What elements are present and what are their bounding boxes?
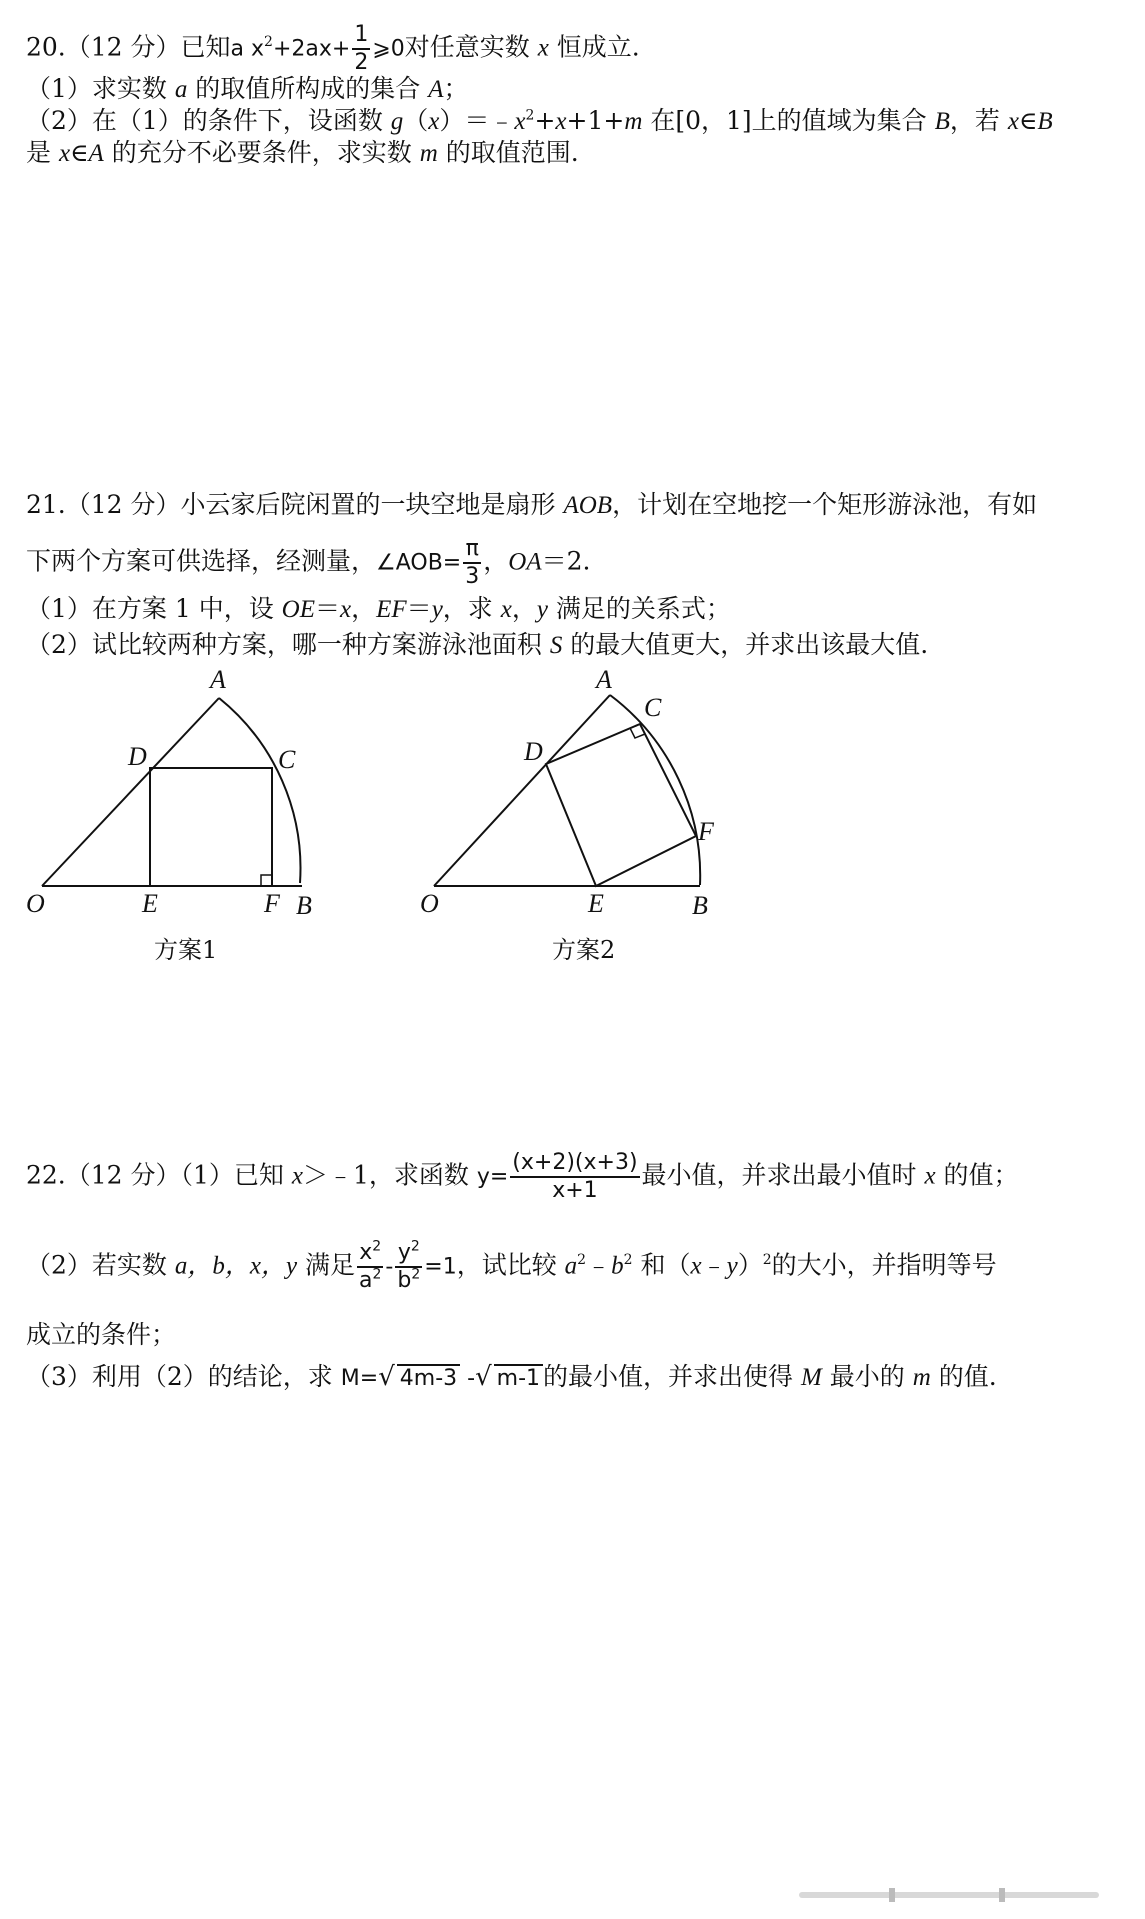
q22-l4b: 的最小值，并求出使得 bbox=[543, 1362, 801, 1391]
q22-l4minus: - bbox=[460, 1366, 476, 1391]
fig2-label-O: O bbox=[420, 889, 439, 918]
q22-f1num-sup: 2 bbox=[372, 1238, 382, 1255]
q20-p1a: （1）求实数 bbox=[26, 74, 175, 103]
q22-fraction bbox=[510, 1150, 639, 1204]
q20-p2e: +1+ bbox=[566, 106, 625, 135]
q20-part1 bbox=[26, 72, 469, 107]
q20-p1A: A bbox=[428, 76, 444, 103]
q20-m3: ⩾0 bbox=[372, 36, 405, 62]
q22-f1num bbox=[357, 1240, 383, 1268]
fig1-right-angle bbox=[261, 875, 272, 886]
q20-tail1: 对任意实数 bbox=[404, 32, 538, 62]
q21-p1y: y bbox=[431, 596, 443, 623]
fig2-label-E: E bbox=[588, 889, 604, 918]
q20-p2a: （2）在（1）的条件下，设函数 bbox=[26, 106, 391, 135]
q22-frac2 bbox=[395, 1240, 422, 1294]
q22-l2vars: a，b，x，y bbox=[174, 1252, 298, 1280]
q20-part2 bbox=[26, 104, 1053, 139]
q20-p2g2: ，若 bbox=[949, 106, 1008, 135]
fig1-label-C: C bbox=[278, 745, 296, 774]
q21-line1 bbox=[26, 488, 1037, 523]
q22-l4MM: M bbox=[800, 1364, 822, 1391]
q21-line2 bbox=[26, 536, 590, 590]
q22-fden: x+1 bbox=[552, 1178, 598, 1203]
q21-p1f: ， bbox=[511, 594, 537, 623]
q20-p2b: （ bbox=[403, 106, 429, 135]
fig1-label-D: D bbox=[128, 742, 147, 771]
q20-p2m: m bbox=[624, 108, 643, 135]
fig2-label-D: D bbox=[524, 737, 543, 766]
q22-f1den bbox=[357, 1268, 383, 1294]
q21-p1OE: OE bbox=[281, 596, 315, 623]
q20-p2xin: x∈B bbox=[1007, 108, 1053, 135]
q21-fraction bbox=[463, 536, 481, 590]
q22-l2c: ，试比较 bbox=[456, 1250, 565, 1280]
q22-line3 bbox=[26, 1318, 176, 1352]
q22-l2a2: a bbox=[564, 1252, 578, 1280]
fig1-arc bbox=[219, 698, 300, 883]
q21-l2b: ， bbox=[483, 546, 509, 576]
q20-part2-cont bbox=[26, 136, 579, 171]
q21-p1x2: x bbox=[500, 596, 512, 623]
q22-f1den-a: a bbox=[359, 1268, 373, 1293]
q20-p2d: + bbox=[534, 106, 556, 135]
q21-part2 bbox=[26, 628, 928, 663]
q20-x: x bbox=[537, 34, 549, 62]
q21-p2b: 的最大值更大，并求出该最大值. bbox=[562, 630, 929, 659]
q20-p1var: a bbox=[174, 76, 188, 103]
q20-p2B: B bbox=[934, 108, 950, 135]
q20-p3b: 的充分不必要条件，求实数 bbox=[103, 138, 420, 167]
q22-l2a: （2）若实数 bbox=[26, 1250, 175, 1280]
fig1-label-B: B bbox=[296, 891, 312, 920]
q22-l2y: y bbox=[726, 1252, 738, 1280]
q20-m2: +2ax+ bbox=[272, 36, 351, 62]
q22-l4M: M= bbox=[340, 1366, 379, 1391]
q20-p2f: 在[0，1]上的值域为集合 bbox=[642, 106, 935, 135]
q21-l1AOB: AOB bbox=[563, 492, 613, 519]
q22-f1den-sup: 2 bbox=[372, 1266, 382, 1283]
q20-m1: a x bbox=[230, 36, 265, 62]
q22-line1 bbox=[26, 1150, 1019, 1204]
fig1-label-O: O bbox=[26, 889, 45, 918]
figure-plan-1 bbox=[0, 660, 360, 980]
q22-line2 bbox=[26, 1240, 997, 1294]
q22-l4r2: m-1 bbox=[494, 1364, 543, 1392]
q22-l2x: x bbox=[690, 1252, 702, 1280]
q21-l2c: ＝2. bbox=[541, 546, 591, 576]
q22-f2den bbox=[395, 1268, 422, 1294]
fig2-label-C: C bbox=[644, 693, 662, 722]
q21-p1b: ＝ bbox=[314, 594, 340, 623]
q20-p1b: 的取值所构成的集合 bbox=[187, 74, 429, 103]
q22-l4d: 的值. bbox=[930, 1362, 997, 1391]
q20-p3m: m bbox=[419, 140, 438, 167]
q22-l2eq: =1 bbox=[424, 1254, 457, 1280]
q21-fnum: π bbox=[463, 536, 481, 564]
fig1-label-E: E bbox=[142, 889, 158, 918]
q21-fden: 3 bbox=[465, 564, 480, 589]
fig2-caption: 方案2 bbox=[552, 936, 616, 964]
q20-head: 20.（12 分）已知 bbox=[26, 32, 231, 62]
fig1-caption: 方案1 bbox=[154, 936, 218, 964]
q22-f2den-b: b bbox=[397, 1268, 412, 1293]
q22-l2a2-sup: 2 bbox=[577, 1252, 587, 1269]
q20-p2c: ）＝﹣ bbox=[439, 106, 515, 135]
fig2-label-B: B bbox=[692, 891, 708, 920]
q20-p3a: 是 bbox=[26, 138, 59, 167]
q21-l2OA: OA bbox=[508, 548, 542, 576]
fig2-rectangle bbox=[546, 724, 696, 886]
q22-f2num-y: y bbox=[397, 1240, 411, 1265]
q20-sup: 2 bbox=[264, 34, 273, 51]
q20-fnum: 1 bbox=[352, 22, 370, 50]
sqrt-icon: √ bbox=[378, 1362, 395, 1392]
q21-p1y2: y bbox=[536, 596, 548, 623]
q21-l2a: 下两个方案可供选择，经测量， bbox=[26, 546, 377, 576]
q21-p2a: （2）试比较两种方案，哪一种方案游泳池面积 bbox=[26, 630, 550, 659]
q22-l1x2: x bbox=[924, 1162, 936, 1190]
q22-l1x: x bbox=[291, 1162, 303, 1190]
q20-fraction bbox=[352, 22, 370, 76]
q21-p1c: ， bbox=[351, 594, 377, 623]
q22-l2d: ﹣ bbox=[586, 1250, 612, 1280]
q22-l1y: y= bbox=[476, 1164, 509, 1190]
q21-part1 bbox=[26, 592, 731, 627]
q22-frac1 bbox=[357, 1240, 383, 1294]
q20-p2g: g bbox=[390, 108, 404, 135]
fig2-label-A: A bbox=[596, 665, 612, 694]
q22-l2e: 和（ bbox=[632, 1250, 691, 1280]
q22-l2minus: - bbox=[385, 1254, 394, 1280]
q22-l3: 成立的条件； bbox=[26, 1320, 177, 1349]
fig1-rectangle bbox=[150, 768, 272, 886]
fig1-label-F: F bbox=[264, 889, 280, 918]
q22-l4c: 最小的 bbox=[821, 1362, 913, 1391]
q22-f2num bbox=[395, 1240, 422, 1268]
q20-p2x2: x bbox=[514, 108, 526, 135]
sqrt-icon: √ bbox=[475, 1362, 492, 1392]
q20-p1c: ； bbox=[443, 74, 469, 103]
q22-l1d: 的值； bbox=[935, 1160, 1019, 1190]
q22-l1c: 最小值，并求出最小值时 bbox=[641, 1160, 925, 1190]
q21-p2S: S bbox=[549, 632, 563, 659]
q22-f2den-sup: 2 bbox=[411, 1266, 421, 1283]
q22-f2num-sup: 2 bbox=[410, 1238, 420, 1255]
q22-l2h: 的大小，并指明等号 bbox=[771, 1250, 997, 1280]
q22-l4m: m bbox=[912, 1364, 931, 1391]
watermark-bar bbox=[799, 1888, 1119, 1902]
q20-tail2: 恒成立. bbox=[548, 32, 640, 62]
q22-l1b: ＞﹣1，求函数 bbox=[302, 1160, 477, 1190]
q22-f1num-x: x bbox=[359, 1240, 373, 1265]
q22-l2b: 满足 bbox=[297, 1250, 356, 1280]
q21-l1a: 21.（12 分）小云家后院闲置的一块空地是扇形 bbox=[26, 490, 564, 519]
fig2-label-F: F bbox=[698, 817, 714, 846]
q21-p1g: 满足的关系式； bbox=[547, 594, 731, 623]
q22-l2g-sup: 2 bbox=[762, 1252, 772, 1269]
q21-p1d: ＝ bbox=[406, 594, 432, 623]
q20-p3c: 的取值范围. bbox=[437, 138, 579, 167]
fig1-label-A: A bbox=[210, 665, 226, 694]
q20-p3xin: x∈A bbox=[58, 140, 104, 167]
q20-p2x3: x bbox=[555, 108, 567, 135]
q20-p2sup: 2 bbox=[525, 107, 535, 124]
q22-l2b2-sup: 2 bbox=[623, 1252, 633, 1269]
q21-angle: ∠AOB= bbox=[376, 550, 462, 576]
q22-l2g: ） bbox=[737, 1250, 763, 1280]
q20-line1 bbox=[26, 22, 640, 76]
q22-l2f: ﹣ bbox=[701, 1250, 727, 1280]
q22-l1a: 22.（12 分）（1）已知 bbox=[26, 1160, 292, 1190]
q21-p1x: x bbox=[340, 596, 352, 623]
q21-p1a: （1）在方案 1 中，设 bbox=[26, 594, 282, 623]
q20-p2x: x bbox=[428, 108, 440, 135]
q22-line4 bbox=[26, 1360, 997, 1396]
q21-l1b: ，计划在空地挖一个矩形游泳池，有如 bbox=[612, 490, 1038, 519]
q22-fnum: (x+2)(x+3) bbox=[510, 1150, 639, 1178]
fig1-OA bbox=[42, 698, 219, 886]
q20-fden: 2 bbox=[354, 50, 369, 75]
q22-l2b2: b bbox=[611, 1252, 624, 1280]
figure-plan-2 bbox=[400, 660, 740, 980]
q22-l4a: （3）利用（2）的结论，求 bbox=[26, 1362, 341, 1391]
q21-p1e: ，求 bbox=[442, 594, 501, 623]
q22-l4r1: 4m-3 bbox=[397, 1364, 460, 1392]
q21-p1EF: EF bbox=[376, 596, 407, 623]
